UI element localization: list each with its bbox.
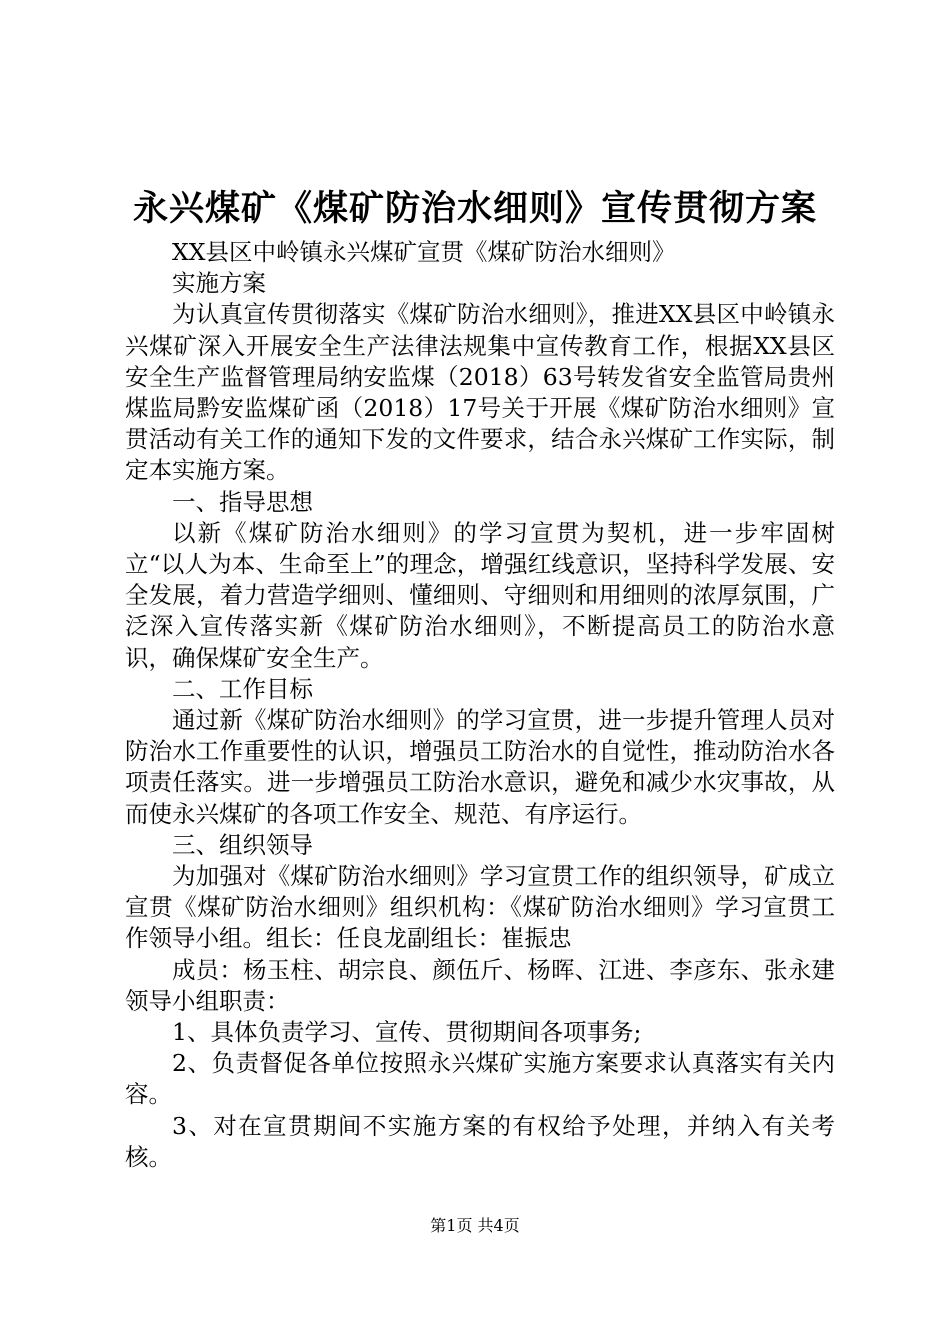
list-item-duty-2: 2、负责督促各单位按照永兴煤矿实施方案要求认真落实有关内容。 <box>125 1049 835 1109</box>
section-heading-organization: 三、组织领导 <box>172 830 313 859</box>
paragraph-subtitle: XX县区中岭镇永兴煤矿宣贯《煤矿防治水细则》 <box>172 238 676 266</box>
paragraph-intro: 为认真宣传贯彻落实《煤矿防治水细则》，推进XX县区中岭镇永兴煤矿深入开展安全生产法律法规集中宣传教育工作，根据XX县区安全生产监督管理局纳安监煤（2018）63号转发省安全监管局贵州煤监局黔安监煤矿函（2018）17号关于开展《煤矿防治水细则》宣贯活动有关工作的通知下发的文件要求，结合永兴煤矿工作实际，制定本实施方案。 <box>125 300 835 485</box>
paragraph-organization: 为加强对《煤矿防治水细则》学习宣贯工作的组织领导，矿成立宣贯《煤矿防治水细则》组织机构：《煤矿防治水细则》学习宣贯工作领导小组。组长：任良龙副组长：崔振忠 <box>125 862 835 953</box>
section-heading-guiding-ideology: 一、指导思想 <box>172 487 313 516</box>
page-footer: 第1页 共4页 <box>430 1216 520 1235</box>
paragraph-guiding-ideology: 以新《煤矿防治水细则》的学习宣贯为契机，进一步牢固树立“以人为本、生命至上”的理念，增强红线意识，坚持科学发展、安全发展，着力营造学细则、懂细则、守细则和用细则的浓厚氛围，广泛深入宣传落实新《煤矿防治水细则》，不断提高员工的防治水意识，确保煤矿安全生产。 <box>125 518 835 672</box>
document-title: 永兴煤矿《煤矿防治水细则》宣传贯彻方案 <box>132 188 817 229</box>
section-heading-work-goals: 二、工作目标 <box>172 674 313 703</box>
list-item-duty-1: 1、具体负责学习、宣传、贯彻期间各项事务; <box>172 1018 642 1047</box>
paragraph-work-goals: 通过新《煤矿防治水细则》的学习宣贯，进一步提升管理人员对防治水工作重要性的认识，增强员工防治水的自觉性，推动防治水各项责任落实。进一步增强员工防治水意识，避免和减少水灾事故，从而使永兴煤矿的各项工作安全、规范、有序运行。 <box>125 706 835 828</box>
list-item-duty-3: 3、对在宣贯期间不实施方案的有权给予处理，并纳入有关考核。 <box>125 1111 835 1171</box>
paragraph-members: 成员：杨玉柱、胡宗良、颜伍斤、杨晖、江进、李彦东、张永建领导小组职责： <box>125 955 835 1015</box>
paragraph-subtitle-2: 实施方案 <box>172 269 266 298</box>
document-body <box>125 237 835 1173</box>
